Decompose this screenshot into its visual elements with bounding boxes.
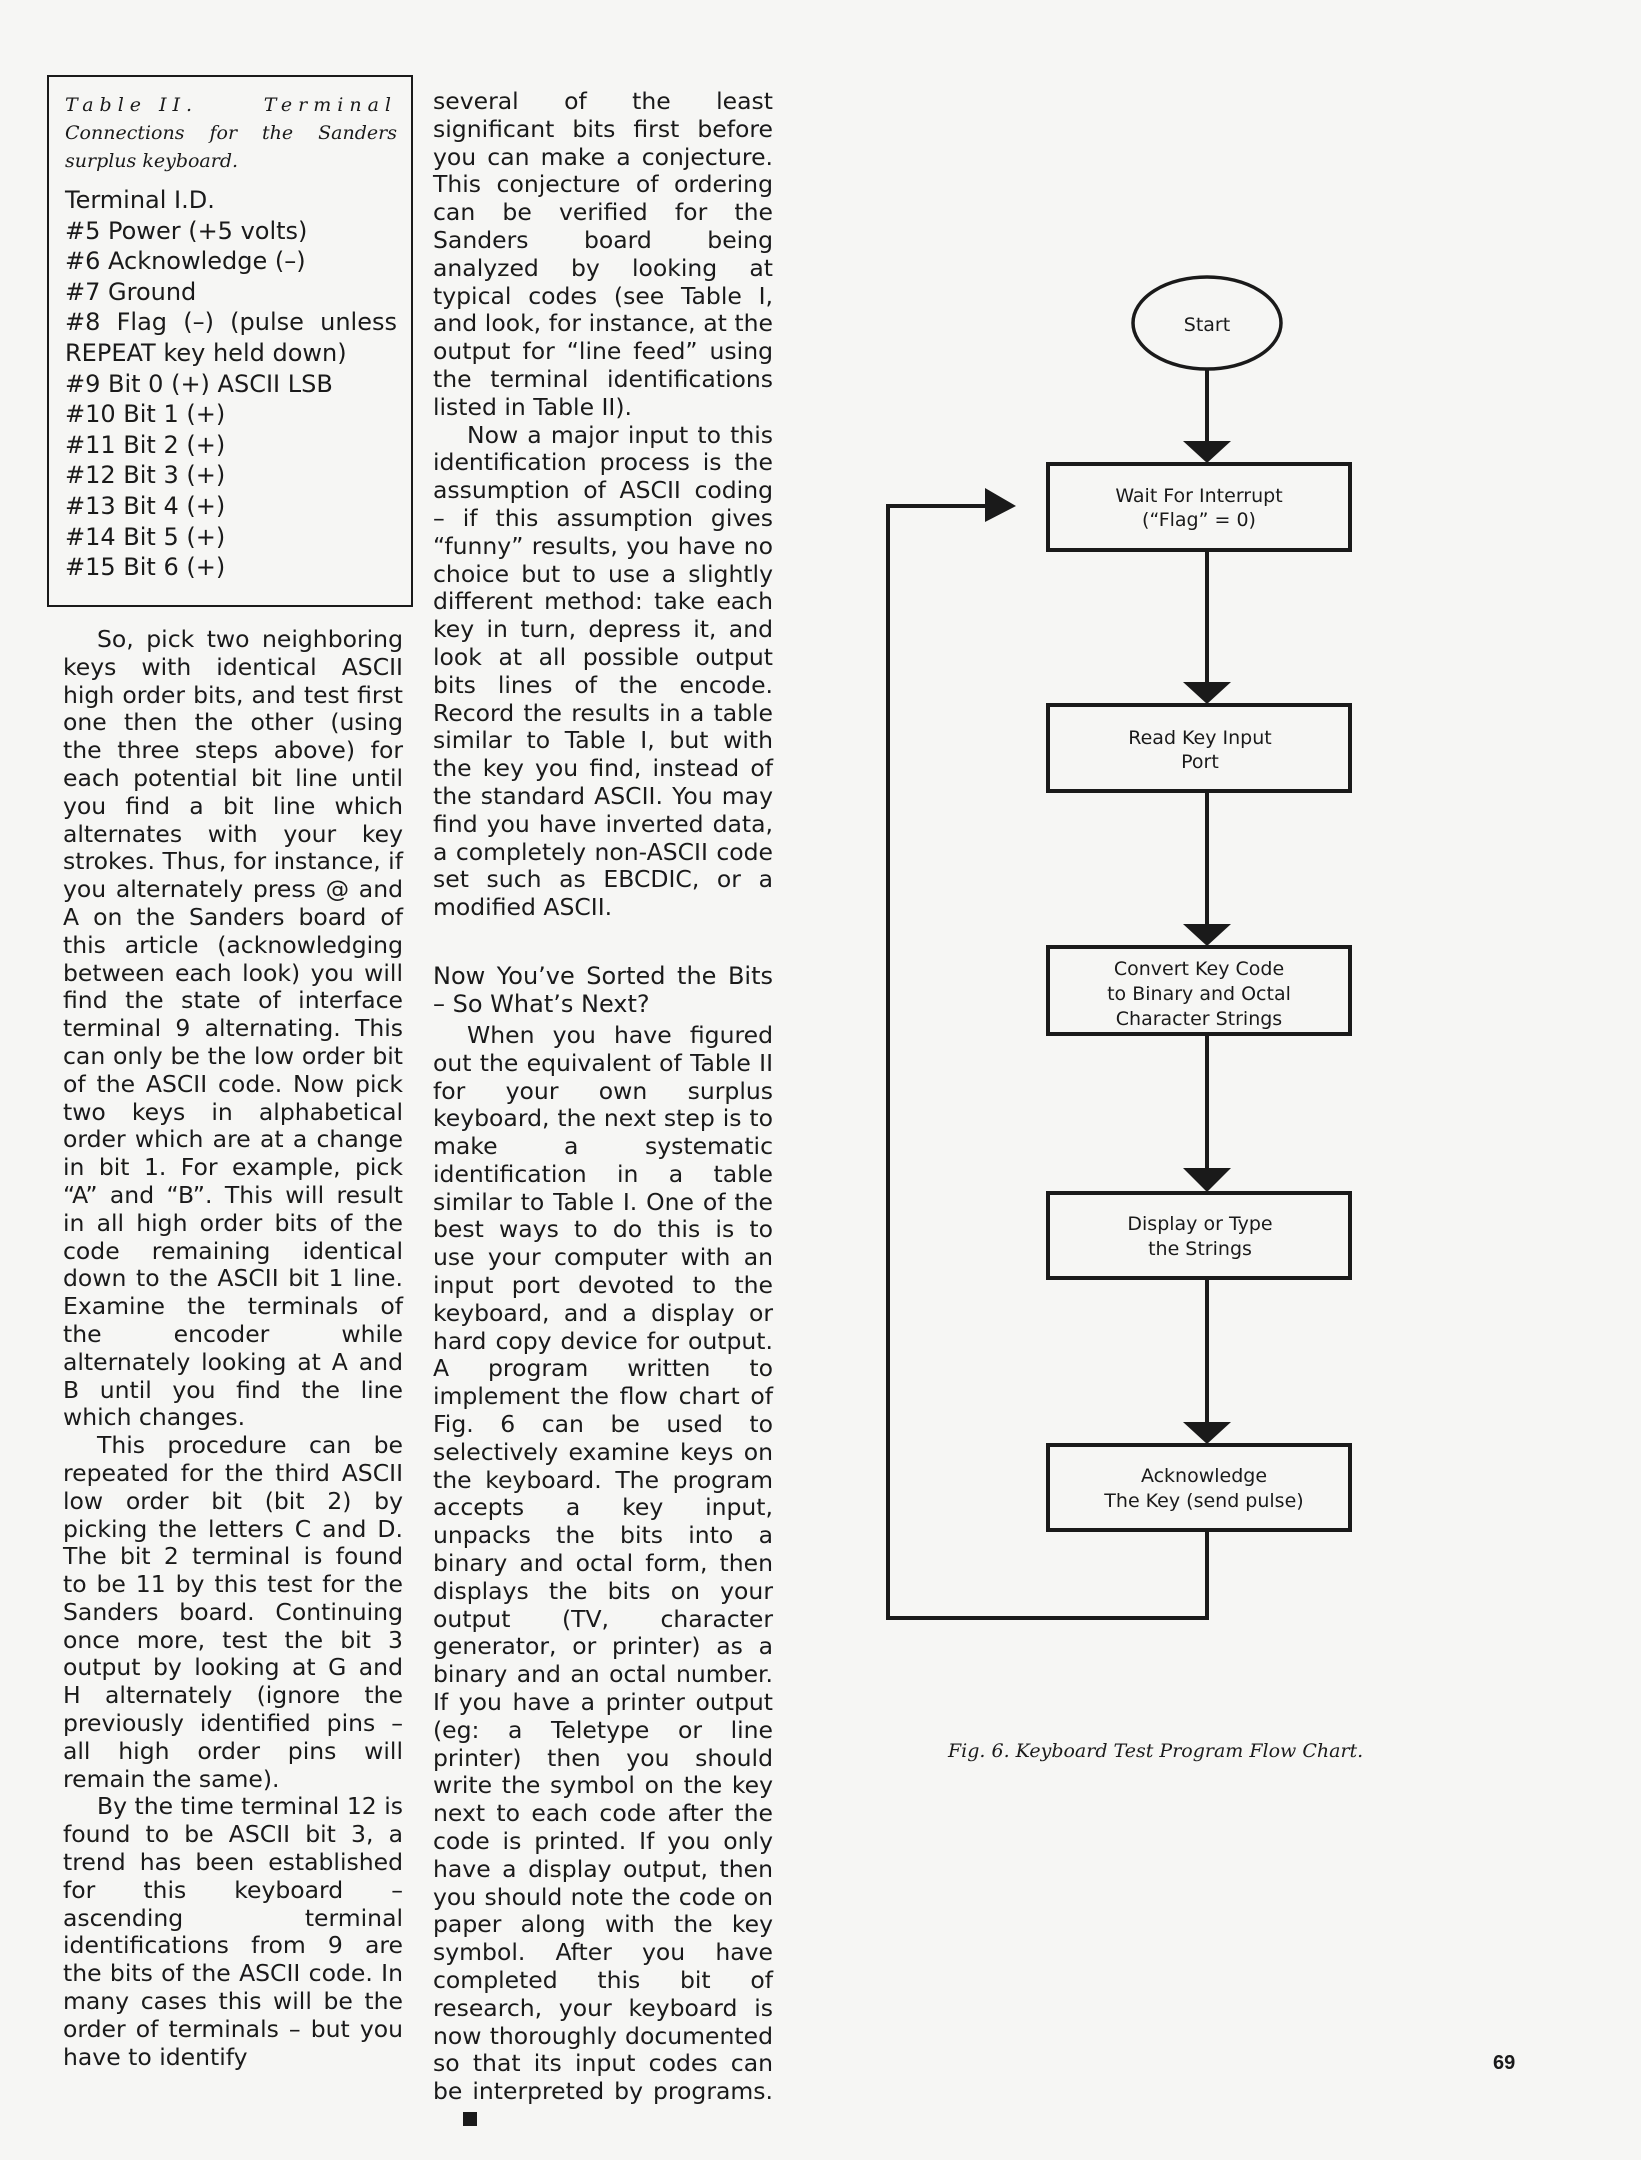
flow-node-display — [1048, 1193, 1350, 1278]
svg-text:Start: Start — [1183, 314, 1231, 336]
svg-text:The Key (send pulse): The Key (send pulse) — [1104, 1490, 1304, 1512]
paragraph: This procedure can be repeated for the third ASCII low order bit (bit 2) by picking the letters C and D. The bit 2 terminal is found to be 11 by this test for the Sanders board. Continuing once more, test the bit 3 output by looking at G and H alternately (ignore the previously identified pins – all high order pins will remain the same). — [63, 1431, 403, 1793]
table-row: #6 Acknowledge (–) — [65, 247, 306, 276]
table-row: #15 Bit 6 (+) — [65, 553, 226, 582]
svg-text:to Binary and Octal: to Binary and Octal — [1107, 983, 1291, 1005]
arrow-down-icon — [1183, 1422, 1231, 1444]
table-row: #11 Bit 2 (+) — [65, 430, 226, 459]
svg-text:Display or Type: Display or Type — [1127, 1213, 1273, 1235]
paragraph: By the time terminal 12 is found to be ASCII bit 3, a trend has been established for this keyboard – ascending terminal identifications from 9 are the bits of the ASCII code. In many cases this will be the order of terminals – but you have to identify — [63, 1792, 403, 2071]
table-row: #10 Bit 1 (+) — [65, 400, 226, 429]
section-heading: Now You’ve Sorted the Bits – So What’s Next? — [433, 961, 773, 1018]
paragraph: Now a major input to this identification process is the assumption of ASCII coding – if this assumption gives “funny” results, you have no choice but to use a slightly different method: take each key in turn, depress it, and look at all possible output bits lines of the encode. Record the results in a table similar to Table I, but with the key you find, instead of the standard ASCII. You may find you have inverted data, a completely non-ASCII code set such as EBCDIC, or a modified ASCII. — [433, 420, 773, 922]
flow-node-wait — [1048, 464, 1350, 550]
arrow-down-icon — [1183, 1168, 1231, 1192]
table-row: #5 Power (+5 volts) — [65, 216, 308, 245]
arrow-down-icon — [1183, 924, 1231, 946]
table-row: #14 Bit 5 (+) — [65, 522, 226, 551]
arrow-down-icon — [1183, 682, 1231, 704]
table-row: #12 Bit 3 (+) — [65, 461, 226, 490]
figure-caption: Fig. 6. Keyboard Test Program Flow Chart. — [948, 1740, 1364, 1762]
table-caption: Table II. Terminal Connections for the Sanders surplus keyboard. — [65, 94, 397, 172]
svg-text:Acknowledge: Acknowledge — [1140, 1465, 1268, 1487]
paragraph: So, pick two neighboring keys with identical ASCII high order bits, and test first one then the other (using the three steps above) for each potential bit line until you find a bit line which alternates with your key strokes. Thus, for instance, if you alternately press @ and A on the Sanders board of this article (acknowledging between each look) you will find the state of interface terminal 9 alternating. This can only be the low order bit of the ASCII code. Now pick two keys in alphabetical order which are at a change in bit 1. For example, pick “A” and “B”. This will result in all high order bits of the code remaining identical down to the ASCII bit 1 line. Examine the terminals of the encoder while alternately looking at A and B until you find the line which changes. — [63, 625, 403, 1432]
table-header: Terminal I.D. — [65, 186, 215, 214]
svg-text:(“Flag” = 0): (“Flag” = 0) — [1142, 509, 1256, 531]
arrow-down-icon — [1183, 441, 1231, 463]
arrow-right-icon — [985, 488, 1016, 522]
svg-text:Wait For Interrupt: Wait For Interrupt — [1115, 485, 1283, 507]
svg-text:Character Strings: Character Strings — [1115, 1008, 1283, 1030]
svg-text:Read Key Input: Read Key Input — [1128, 727, 1272, 749]
flow-node-acknowledge — [1048, 1445, 1350, 1530]
paragraph: several of the least significant bits first before you can make a conjecture. This conjecture of ordering can be verified for the Sanders board being analyzed by looking at typical codes (see Table I, and look, for instance, at the output for “line feed” using the terminal identifications listed in Table II). — [433, 87, 773, 421]
svg-text:the Strings: the Strings — [1148, 1238, 1252, 1260]
table-row: #7 Ground — [65, 277, 197, 306]
table-row: #9 Bit 0 (+) ASCII LSB — [65, 369, 333, 398]
svg-text:Port: Port — [1181, 751, 1219, 773]
paragraph: When you have figured out the equivalent of Table II for your own surplus keyboard, the next step is to make a systematic identification in a table similar to Table I. One of the best ways to do this is to use your computer with an input port devoted to the keyboard, and a display or hard copy device for output. A program written to implement the flow chart of Fig. 6 can be used to selectively examine keys on the keyboard. The program accepts a key input, unpacks the bits into a binary and octal form, then displays the bits on your output (TV, character generator, or printer) as a binary and an octal number. If you have a printer output (eg: a Teletype or line printer) then you should write the symbol on the key next to each code after the code is printed. If you only have a display output, then you should note the code on paper along with the key symbol. After you have completed this bit of research, your keyboard is now thoroughly documented so that its input codes can be interpreted by programs. — [433, 1022, 773, 2134]
arrowheads — [985, 441, 1231, 1444]
table-row: #8 Flag (–) (pulse unless REPEAT key held down) — [65, 308, 397, 367]
page-number: 69 — [1493, 2052, 1516, 2074]
table-row: #13 Bit 4 (+) — [65, 491, 226, 520]
svg-text:Convert Key Code: Convert Key Code — [1113, 958, 1285, 980]
